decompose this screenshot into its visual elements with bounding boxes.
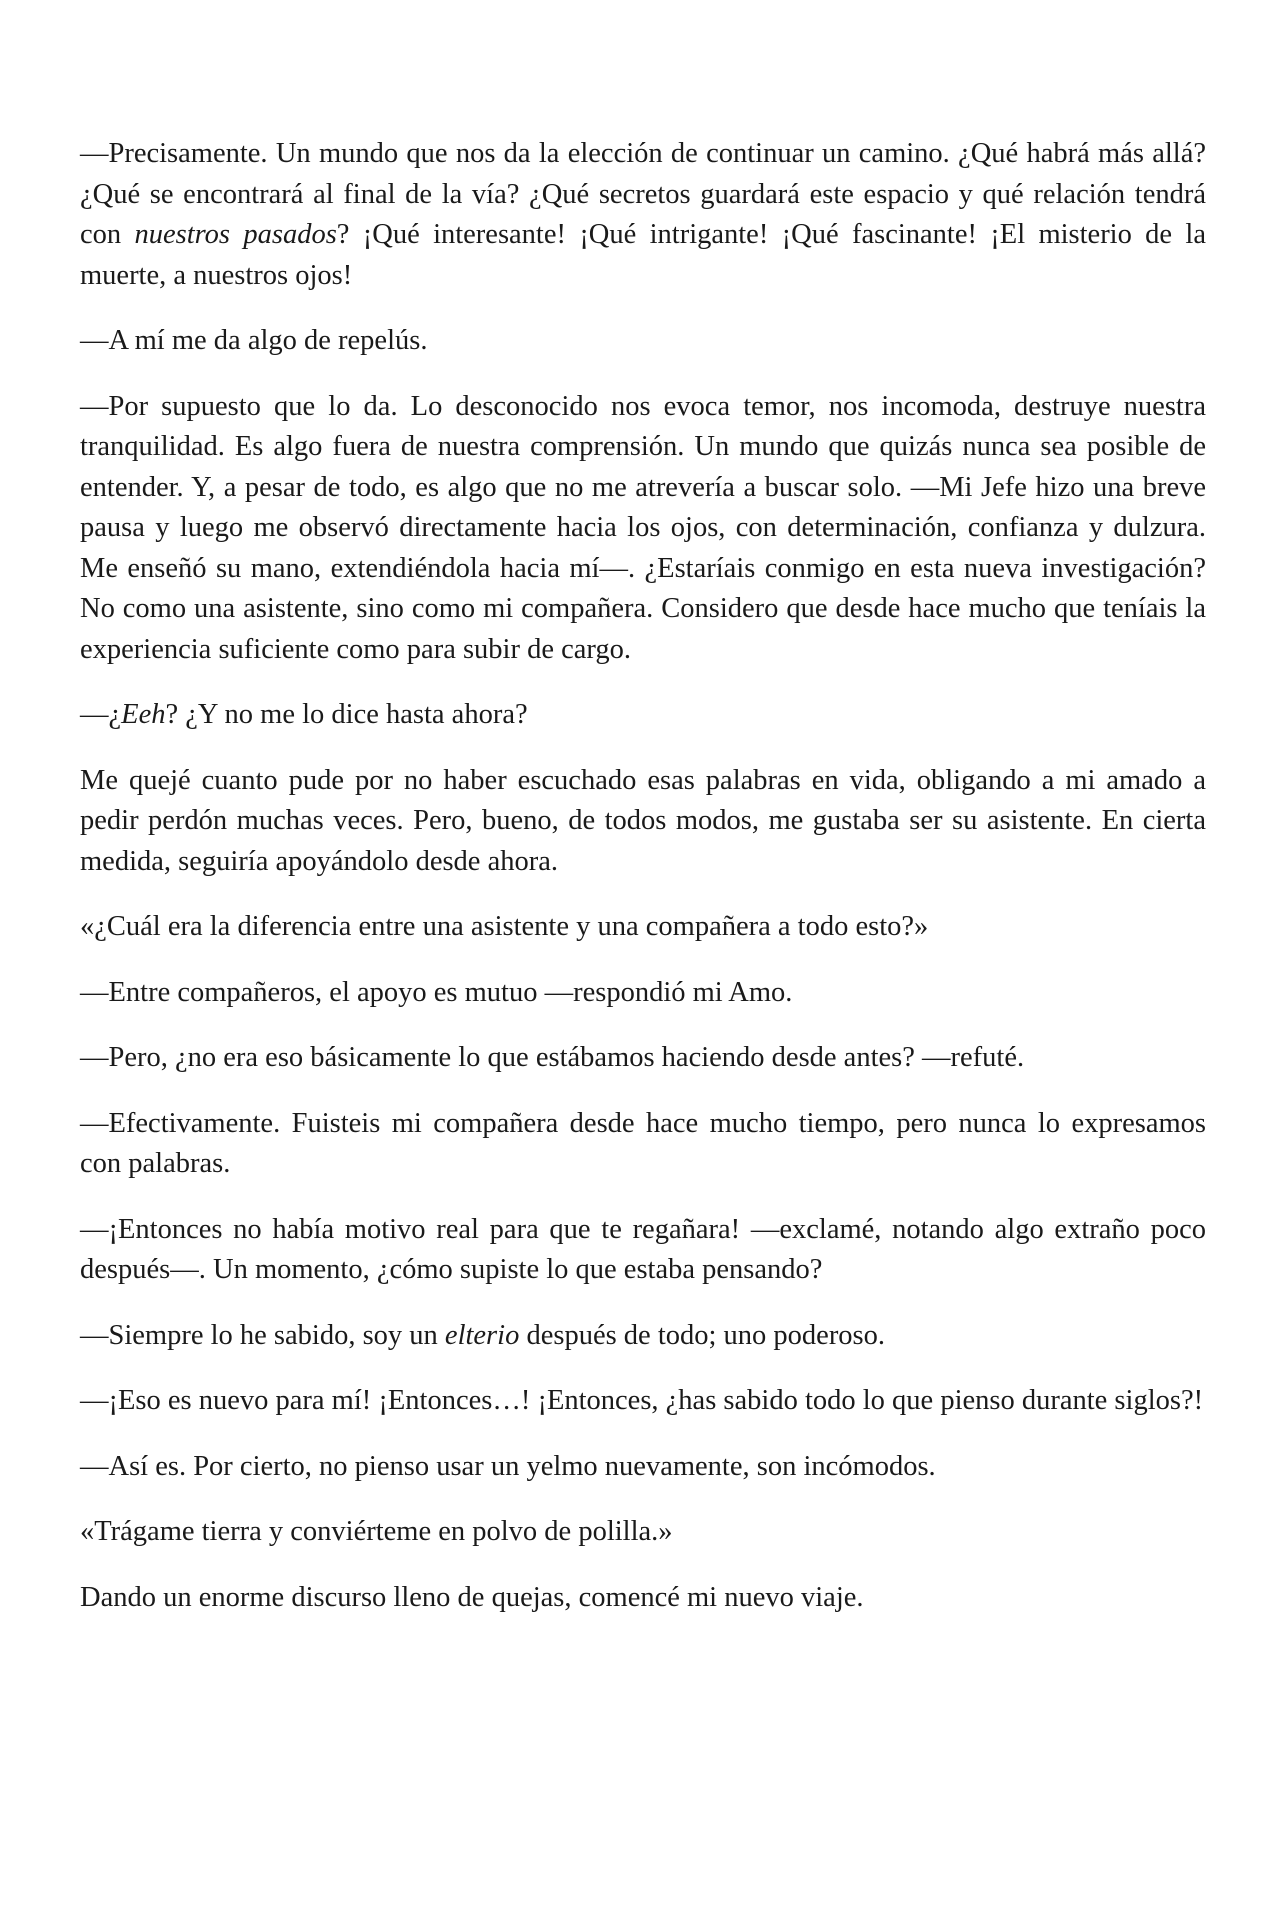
paragraph — [80, 1447, 1206, 1488]
paragraph — [80, 973, 1206, 1014]
paragraph — [80, 1038, 1206, 1079]
document-page — [80, 134, 1206, 1643]
text-segment: ? ¿Y no me lo dice hasta ahora? — [165, 699, 528, 730]
text-segment: —Efectivamente. Fuisteis mi compañera desde hace mucho tiempo, pero nunca lo expresamos con palabras. — [80, 1107, 1206, 1179]
paragraph — [80, 1316, 1206, 1357]
text-segment: —¡Eso es nuevo para mí! ¡Entonces…! ¡Entonces, ¿has sabido todo lo que pienso durante siglos?! — [80, 1385, 1204, 1416]
italic-text: nuestros pasados — [134, 219, 337, 250]
text-segment: Me quejé cuanto pude por no haber escuchado esas palabras en vida, obligando a mi amado a pedir perdón muchas veces. Pero, bueno, de todos modos, me gustaba ser su asistente. En cierta medida, seguiría apoyándolo desde ahora. — [80, 764, 1206, 877]
paragraph — [80, 321, 1206, 362]
italic-text: elterio — [444, 1319, 520, 1351]
paragraph — [80, 1210, 1206, 1291]
text-segment: —¿ — [80, 699, 122, 730]
paragraph — [80, 695, 1206, 736]
text-segment: Dando un enorme discurso lleno de quejas, comencé mi nuevo viaje. — [80, 1581, 864, 1613]
paragraph — [80, 761, 1206, 883]
text-segment: ? ¡Qué interesante! ¡Qué intrigante! ¡Qué fascinante! ¡El misterio de la muerte, a nuestros ojos! — [80, 219, 1206, 291]
text-segment: después de todo; uno poderoso. — [519, 1319, 886, 1351]
text-segment: «¿Cuál era la diferencia entre una asistente y una compañera a todo esto?» — [80, 911, 929, 942]
text-segment: —Pero, ¿no era eso básicamente lo que estábamos haciendo desde antes? —refuté. — [80, 1042, 1025, 1073]
paragraph — [80, 387, 1206, 671]
italic-text: Eeh — [121, 699, 166, 730]
text-segment: «Trágame tierra y conviérteme en polvo de polilla.» — [80, 1516, 673, 1547]
text-segment: —Por supuesto que lo da. Lo desconocido nos evoca temor, nos incomoda, destruye nuestra tranquilidad. Es algo fuera de nuestra comprensión. Un mundo que quizás nunca sea posible de entender. Y, a pesar de todo, es algo que no me atrevería a buscar solo. —Mi Jefe hizo una breve pausa y luego me observó directamente hacia los ojos, con determinación, confianza y dulzura. Me enseñó su mano, extendiéndola hacia mí—. ¿Estaríais conmigo en esta nueva investigación? No como una asistente, sino como mi compañera. Considero que desde hace mucho que teníais la experiencia suficiente como para subir de cargo. — [80, 390, 1206, 665]
paragraph — [80, 1381, 1206, 1422]
text-segment: —Precisamente. Un mundo que nos da la elección de continuar un camino. ¿Qué habrá más allá? ¿Qué se encontrará al final de la vía? ¿Qué secretos guardará este espacio y qué relación tendrá con — [80, 138, 1206, 250]
paragraph — [80, 1104, 1206, 1185]
text-segment: —Siempre lo he sabido, soy un — [80, 1319, 445, 1351]
text-segment: —Entre compañeros, el apoyo es mutuo —respondió mi Amo. — [80, 976, 793, 1008]
text-segment: —¡Entonces no había motivo real para que te regañara! —exclamé, notando algo extraño poco después—. Un momento, ¿cómo supiste lo que estaba pensando? — [80, 1213, 1206, 1285]
text-segment: —Así es. Por cierto, no pienso usar un yelmo nuevamente, son incómodos. — [80, 1450, 936, 1482]
paragraph — [80, 1578, 1206, 1619]
paragraph — [80, 134, 1206, 296]
text-segment: —A mí me da algo de repelús. — [80, 325, 428, 356]
paragraph — [80, 907, 1206, 948]
paragraph — [80, 1512, 1206, 1553]
